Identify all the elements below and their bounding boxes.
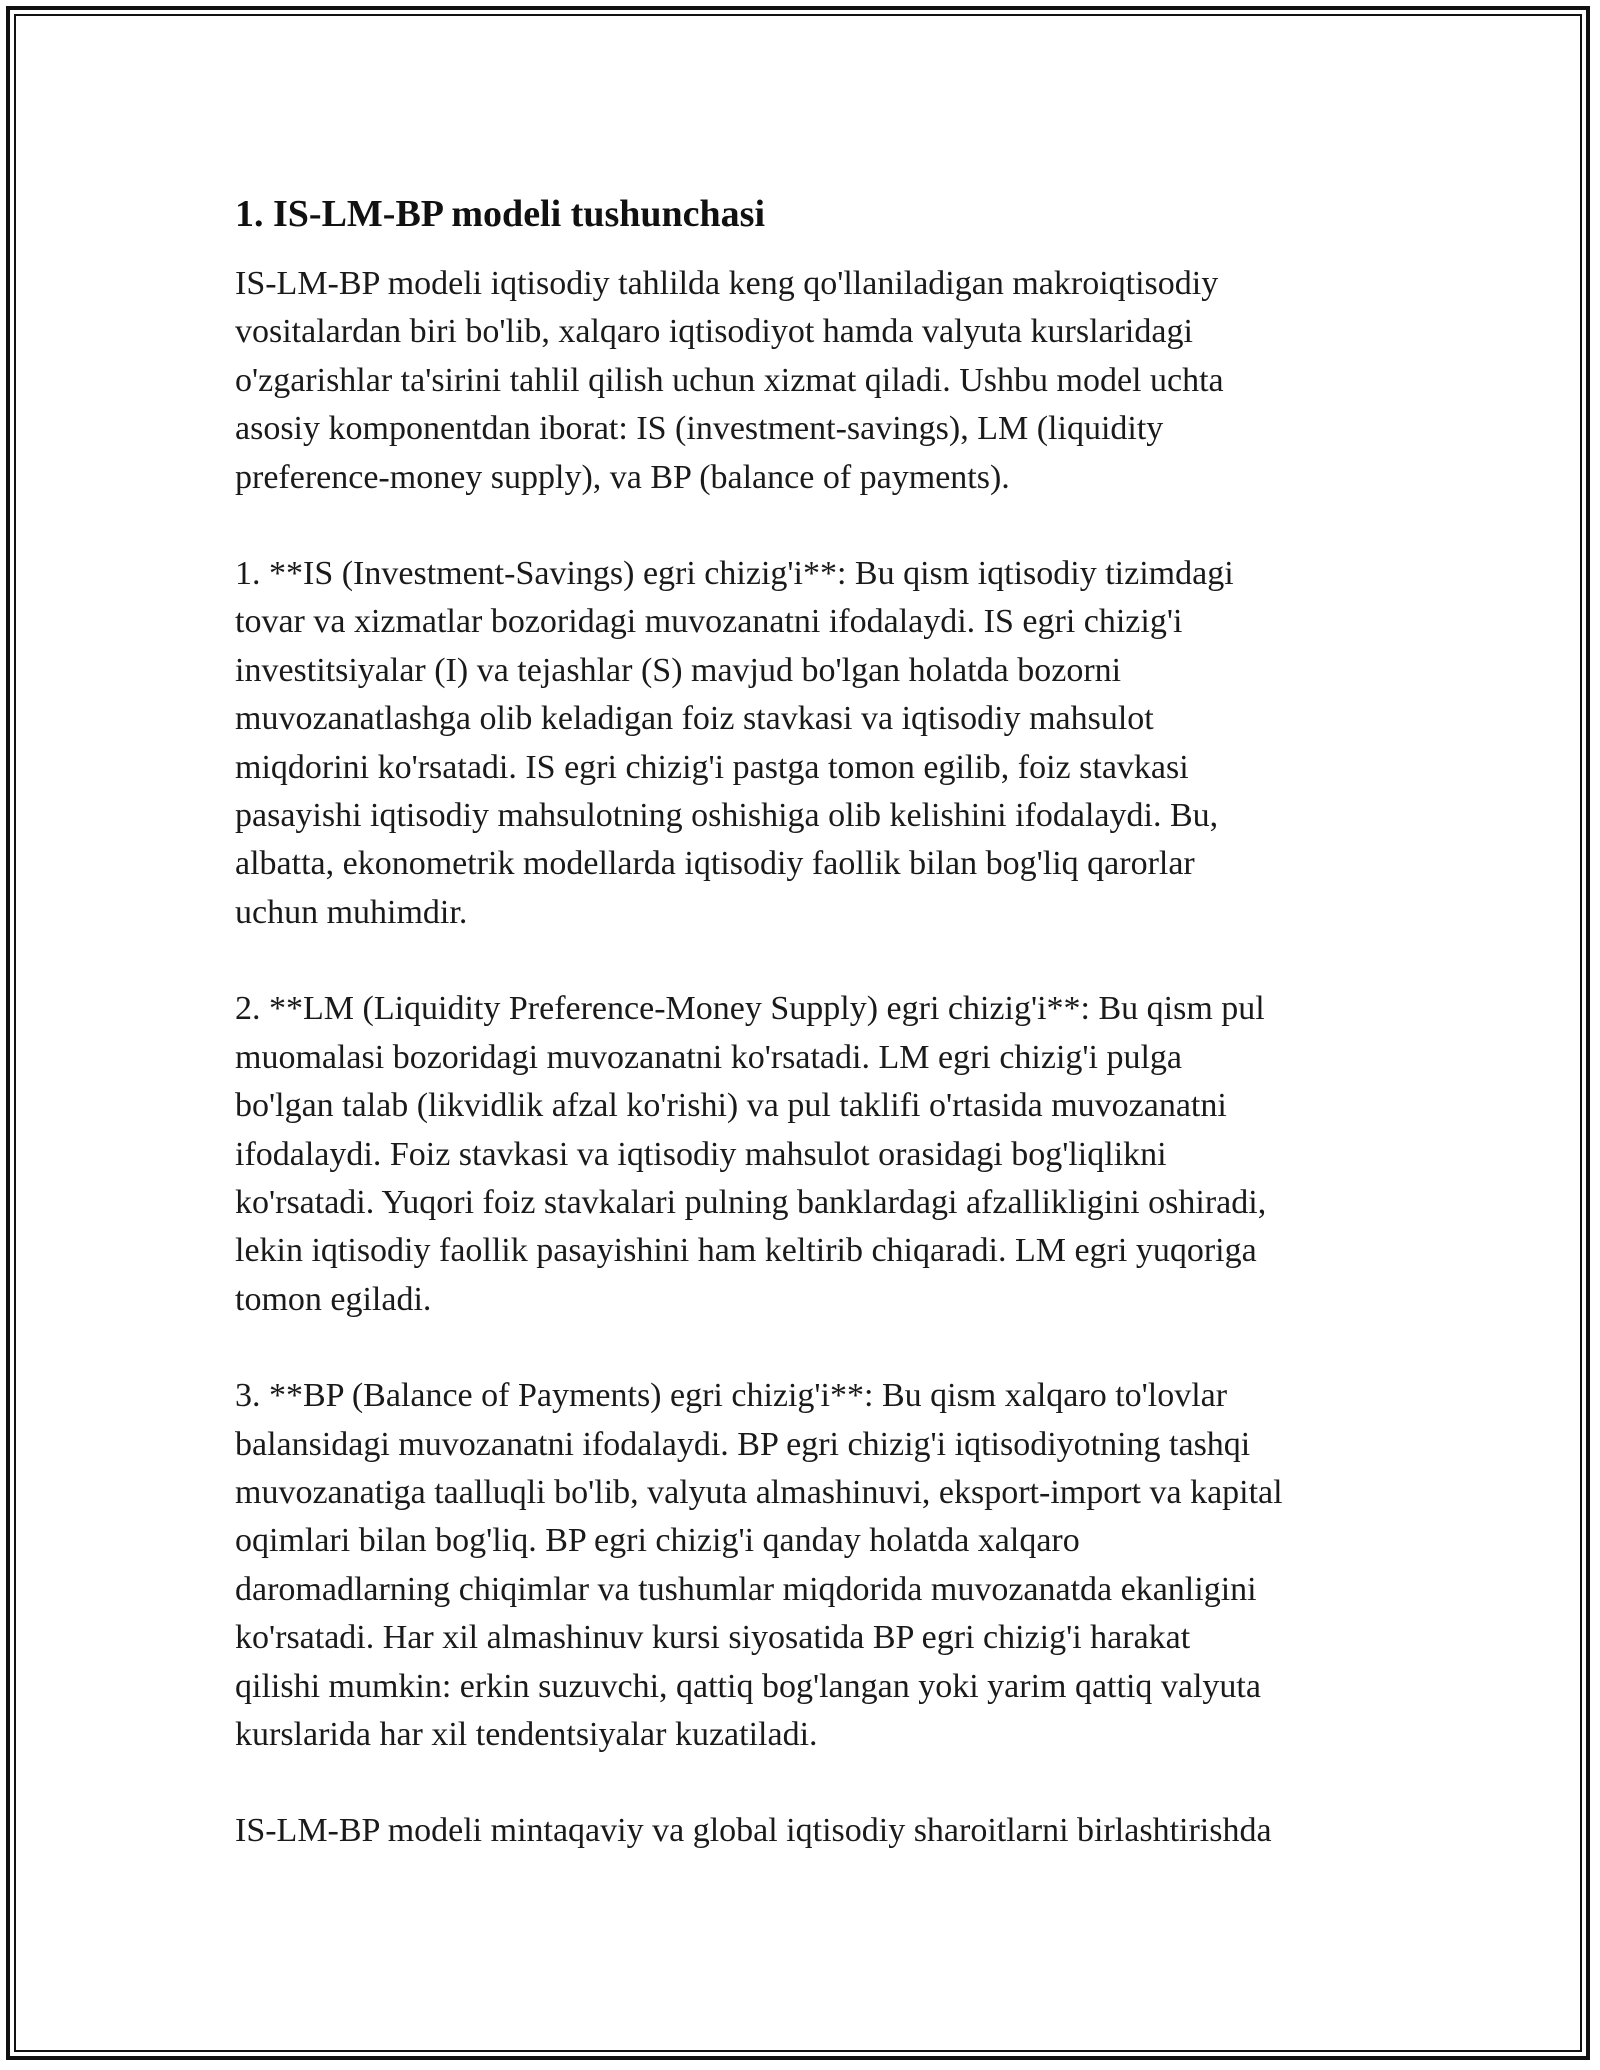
section-heading: 1. IS-LM-BP modeli tushunchasi	[235, 193, 765, 235]
closing-paragraph: IS-LM-BP modeli mintaqaviy va global iqtisodiy sharoitlarni birlashtirishda	[235, 1812, 1272, 1850]
bp-curve-paragraph: 3. **BP (Balance of Payments) egri chizig'i**: Bu qism xalqaro to'lovlar balansidagi muvozanatni ifodalaydi. BP egri chizig'i iqtisodiyotning tashqi muvozanatiga taalluqli bo'lib, valyuta almashinuvi, eksport-import va kapital oqimlari bilan bog'liq. BP egri chizig'i qanday holatda xalqaro daromadlarning chiqimlar va tushumlar miqdorida muvozanatda ekanligini ko'rsatadi. Har xil almashinuv kursi siyosatida BP egri chizig'i harakat qilishi mumkin: erkin suzuvchi, qattiq bog'langan yoki yarim qattiq valyuta kurslarida har xil tendentsiyalar kuzatiladi.	[235, 1377, 1283, 1753]
is-curve-paragraph: 1. **IS (Investment-Savings) egri chizig'i**: Bu qism iqtisodiy tizimdagi tovar va xizmatlar bozoridagi muvozanatni ifodalaydi. IS egri chizig'i investitsiyalar (I) va tejashlar (S) mavjud bo'lgan holatda bozorni muvozanatlashga olib keladigan foiz stavkasi va iqtisodiy mahsulot miqdorini ko'rsatadi. IS egri chizig'i pastga tomon egilib, foiz stavkasi pasayishi iqtisodiy mahsulotning oshishiga olib kelishini ifodalaydi. Bu, albatta, ekonometrik modellarda iqtisodiy faollik bilan bog'liq qarorlar uchun muhimdir.	[235, 555, 1234, 931]
document-body	[235, 190, 1375, 1904]
intro-paragraph: IS-LM-BP modeli iqtisodiy tahlilda keng qo'llaniladigan makroiqtisodiy vositalardan biri bo'lib, xalqaro iqtisodiyot hamda valyuta kurslaridagi o'zgarishlar ta'sirini tahlil qilish uchun xizmat qiladi. Ushbu model uchta asosiy komponentdan iborat: IS (investment-savings), LM (liquidity preference-money supply), va BP (balance of payments).	[235, 265, 1224, 496]
lm-curve-paragraph: 2. **LM (Liquidity Preference-Money Supply) egri chizig'i**: Bu qism pul muomalasi bozoridagi muvozanatni ko'rsatadi. LM egri chizig'i pulga bo'lgan talab (likvidlik afzal ko'rishi) va pul taklifi o'rtasida muvozanatni ifodalaydi. Foiz stavkasi va iqtisodiy mahsulot orasidagi bog'liqlikni ko'rsatadi. Yuqori foiz stavkalari pulning banklardagi afzallikligini oshiradi, lekin iqtisodiy faollik pasayishini ham keltirib chiqaradi. LM egri yuqoriga tomon egiladi.	[235, 990, 1267, 1318]
